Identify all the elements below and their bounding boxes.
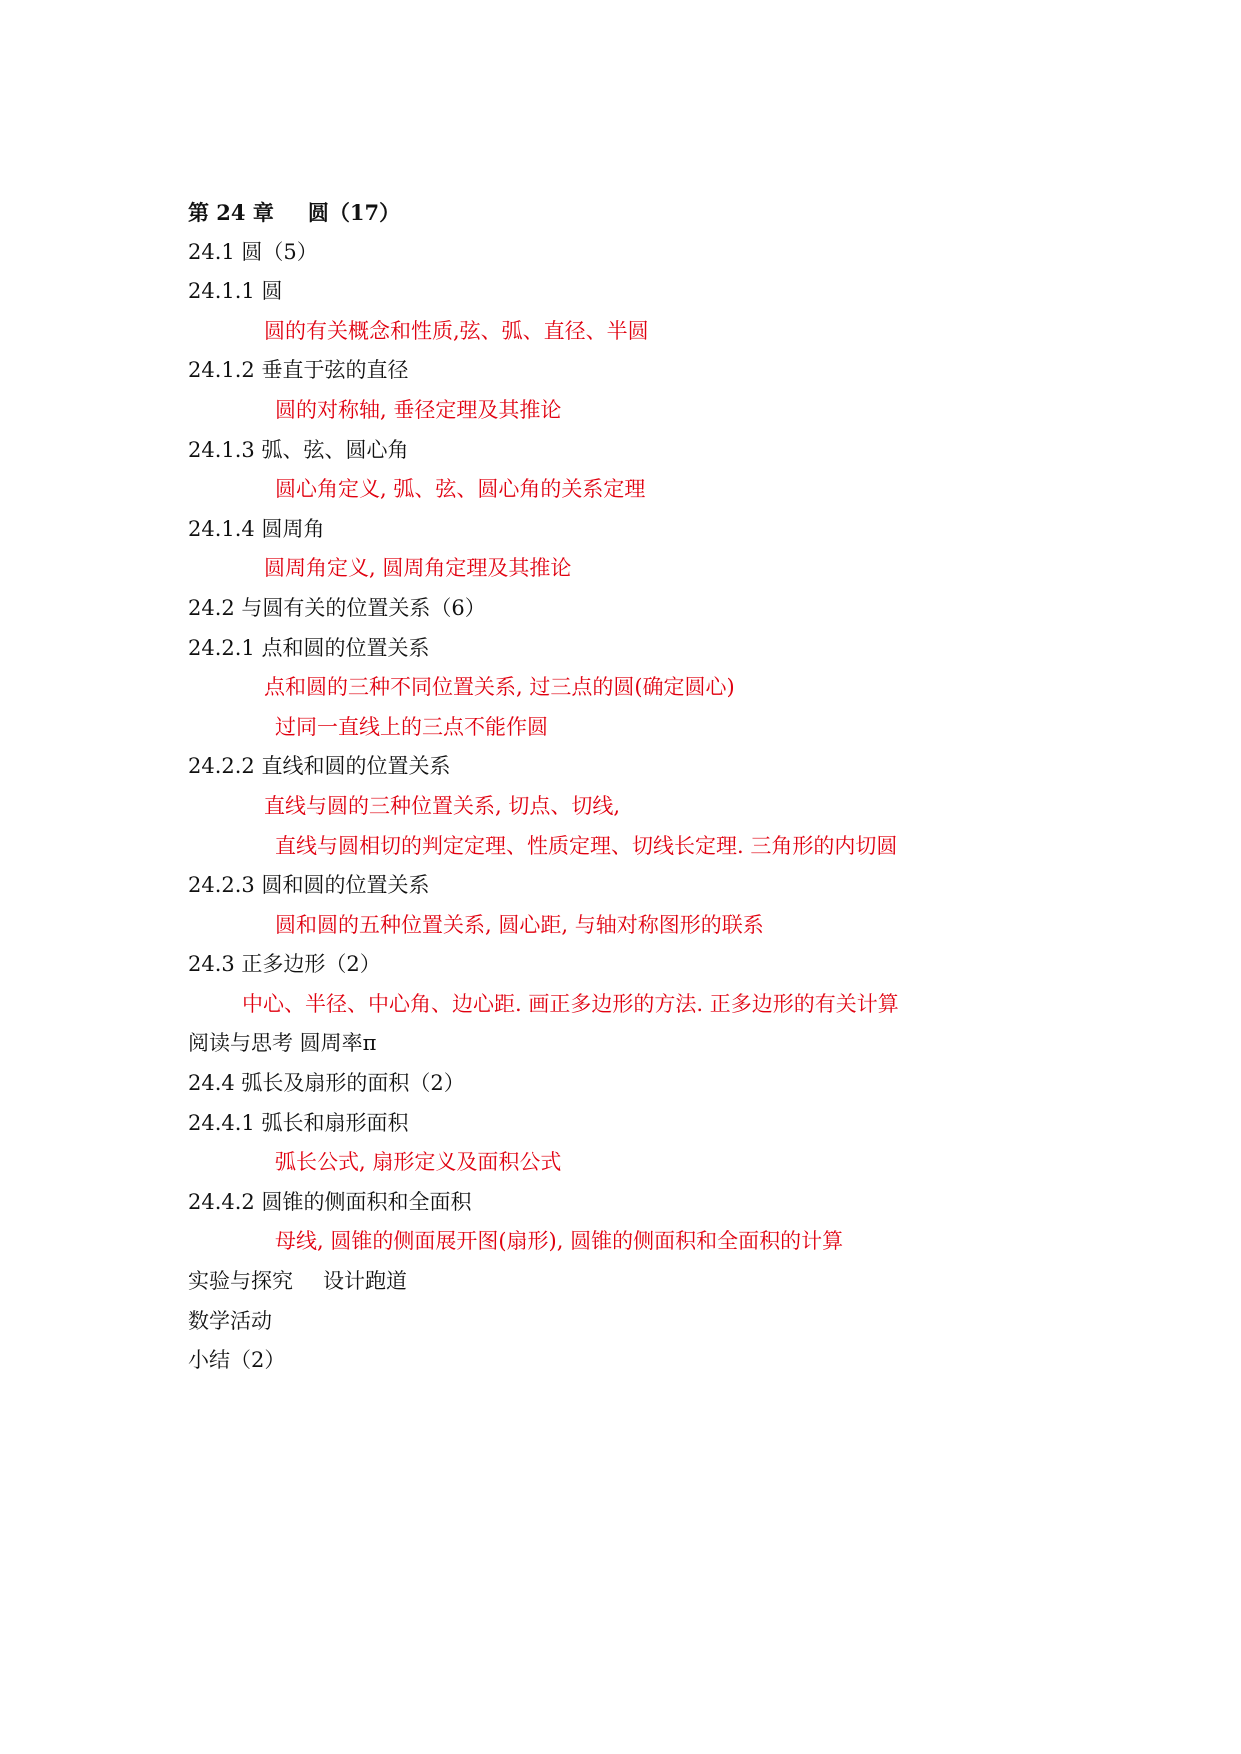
activity-item: 数学活动 [188,1308,272,1333]
topic-note: 过同一直线上的三点不能作圆 [275,714,548,739]
reading-item: 阅读与思考 圆周率π [188,1031,377,1056]
topic-note: 圆的对称轴, 垂径定理及其推论 [275,397,562,422]
topic-note: 圆的有关概念和性质,弦、弧、直径、半圆 [264,318,649,343]
experiment-label: 实验与探究 [188,1269,293,1294]
section-heading: 24.2 与圆有关的位置关系（6） [188,595,486,620]
topic-note: 弧长公式, 扇形定义及面积公式 [275,1150,562,1175]
topic-note: 直线与圆相切的判定定理、性质定理、切线长定理. 三角形的内切圆 [275,833,898,858]
subsection-heading: 24.4.1 弧长和扇形面积 [188,1110,409,1135]
topic-note: 直线与圆的三种位置关系, 切点、切线, [264,793,621,818]
subsection-heading: 24.4.2 圆锥的侧面积和全面积 [188,1189,472,1214]
topic-note: 圆和圆的五种位置关系, 圆心距, 与轴对称图形的联系 [275,912,764,937]
chapter-number: 第 24 章 [188,200,274,225]
topic-note: 点和圆的三种不同位置关系, 过三点的圆(确定圆心) [264,675,735,700]
section-heading: 24.3 正多边形（2） [188,952,381,977]
subsection-heading: 24.1.2 垂直于弦的直径 [188,358,409,383]
document-page [188,193,1088,1381]
topic-note: 圆周角定义, 圆周角定理及其推论 [264,556,572,581]
chapter-title [188,193,1088,233]
topic-note: 中心、半径、中心角、边心距. 画正多边形的方法. 正多边形的有关计算 [242,991,899,1016]
chapter-name: 圆（17） [307,200,401,225]
subsection-heading: 24.2.2 直线和圆的位置关系 [188,754,451,779]
section-heading: 24.1 圆（5） [188,239,318,264]
subsection-heading: 24.2.3 圆和圆的位置关系 [188,873,430,898]
subsection-heading: 24.1.3 弧、弦、圆心角 [188,437,409,462]
section-heading: 24.4 弧长及扇形的面积（2） [188,1071,465,1096]
subsection-heading: 24.1.4 圆周角 [188,516,325,541]
experiment-item [188,1262,1088,1302]
topic-note: 母线, 圆锥的侧面展开图(扇形), 圆锥的侧面积和全面积的计算 [275,1229,844,1254]
experiment-title: 设计跑道 [323,1269,407,1294]
subsection-heading: 24.2.1 点和圆的位置关系 [188,635,430,660]
topic-note: 圆心角定义, 弧、弦、圆心角的关系定理 [275,477,646,502]
subsection-heading: 24.1.1 圆 [188,279,283,304]
summary-item: 小结（2） [188,1348,286,1373]
